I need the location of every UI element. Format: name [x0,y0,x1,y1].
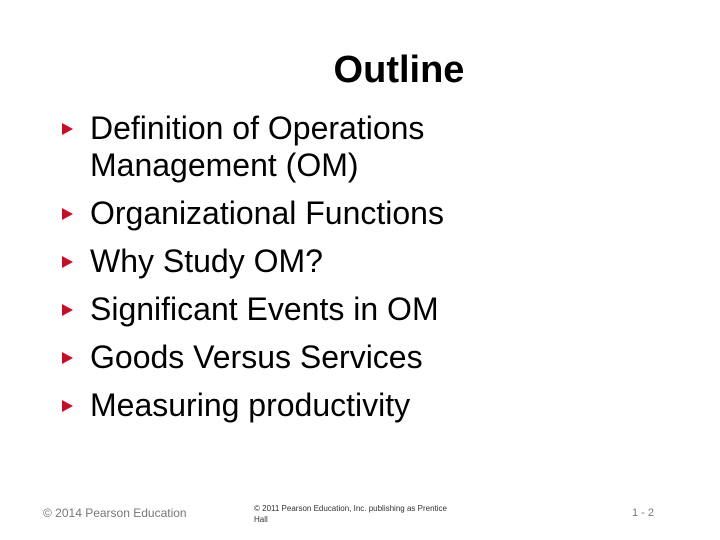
bullet-text: Organizational Functions [90,195,444,231]
triangle-bullet-icon [62,123,73,135]
bullet-item-functions [60,195,700,232]
bullet-text: Why Study OM? [90,243,323,279]
footer-page-number: 1 - 2 [632,507,655,519]
footer-publisher-note: © 2011 Pearson Education, Inc. publishing as Prentice Hall [254,504,447,524]
triangle-bullet-icon [62,400,73,412]
bullet-list [60,110,700,435]
bullet-item-why-study [60,243,700,280]
bullet-item-goods-services [60,339,700,376]
bullet-text: Goods Versus Services [90,339,423,375]
bullet-text: Measuring productivity [90,387,411,423]
triangle-bullet-icon [62,208,73,220]
slide-title: Outline [333,49,465,91]
footer-copyright: © 2014 Pearson Education [43,506,187,520]
triangle-bullet-icon [62,256,73,268]
bullet-text: Definition of Operations Management (OM) [90,110,425,183]
triangle-bullet-icon [62,304,73,316]
triangle-bullet-icon [62,352,73,364]
bullet-item-events [60,291,700,328]
bullet-item-productivity [60,387,700,424]
bullet-text: Significant Events in OM [90,291,439,327]
bullet-item-definition [60,110,540,184]
